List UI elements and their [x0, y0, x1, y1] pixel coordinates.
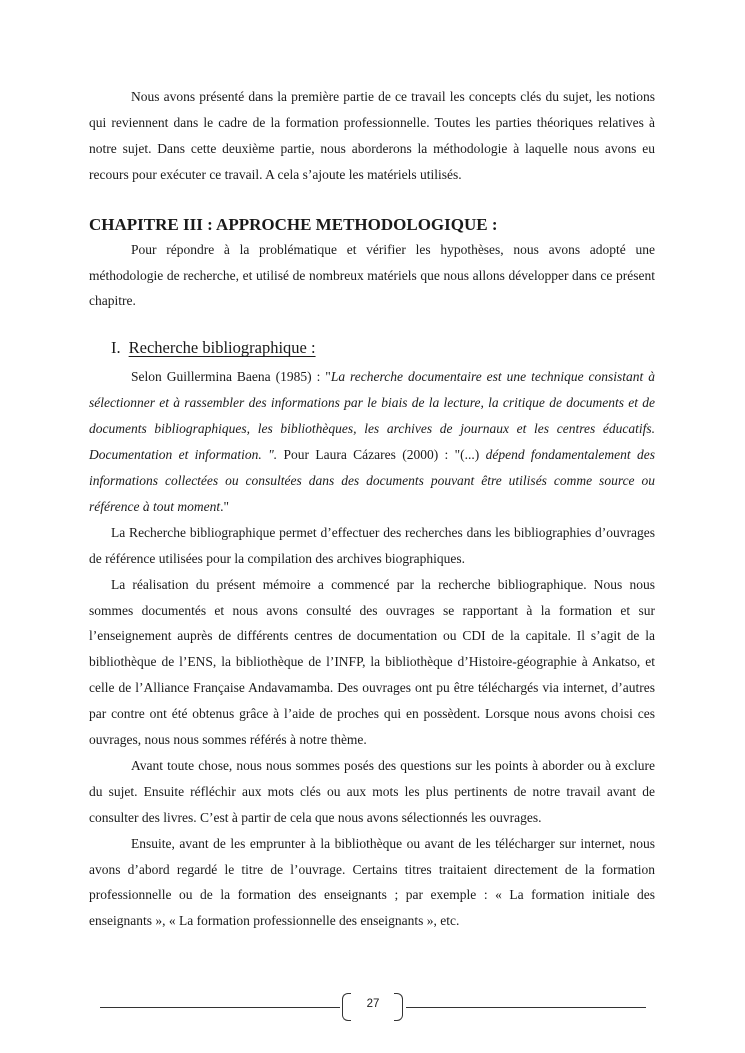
quote-lead: Selon Guillermina Baena (1985) : ": [131, 369, 331, 385]
quote-end: .": [220, 498, 229, 514]
page-footer: [100, 993, 646, 1021]
paragraph-definition: La Recherche bibliographique permet d’effectuer des recherches dans les bibliographies d’ouvrages de référence utilisées pour la compilation des archives biographiques.: [89, 524, 655, 566]
chapter-title: CHAPITRE III : APPROCHE METHODOLOGIQUE :: [89, 214, 498, 234]
page-number: 27: [366, 998, 380, 1010]
quote-paragraph: [89, 364, 655, 519]
paragraph-selection: Ensuite, avant de les emprunter à la bibliothèque ou avant de les télécharger sur internet, nous avons d’abord regardé le titre de l’ouvrage. Certains titres traitaient directement de la formation professionnelle ou de la formation des enseignants ; par exemple : « La formation initiale des enseignants », « La formation professionnelle des enseignants », etc.: [89, 835, 655, 929]
footer-bracket-left: [342, 993, 351, 1021]
section-heading: [111, 336, 655, 360]
quote-italic-cazares: dépend fondamentalement des informations collectées ou consultées dans des documents pouvant être utilisés comme source ou référence à tout moment: [89, 447, 655, 514]
chapter-intro-paragraph: Pour répondre à la problématique et vérifier les hypothèses, nous avons adopté une méthodologie de recherche, et utilisé de nombreux matériels que nous allons développer dans ce présent chapitre.: [89, 241, 655, 309]
intro-paragraph: Nous avons présenté dans la première partie de ce travail les concepts clés du sujet, les notions qui reviennent dans le cadre de la formation professionnelle. Toutes les parties théoriques relatives à notre sujet. Dans cette deuxième partie, nous aborderons la méthodologie à laquelle nous avons eu recours pour exécuter ce travail. A cela s’ajoute les matériels utilisés.: [89, 89, 655, 182]
footer-rule-left: [100, 1007, 340, 1008]
quote-italic-baena: La recherche documentaire est une technique consistant à sélectionner et à rassembler des informations par le biais de la lecture, la critique de documents et de documents bibliographiques, les bibliothèques, les archives de journaux et les centres éducatifs. Documentation et information. ".: [89, 369, 656, 463]
footer-bracket-right: [394, 993, 403, 1021]
section-title: Recherche bibliographique :: [128, 338, 316, 358]
section-number: I.: [111, 338, 121, 358]
document-page: [89, 84, 655, 934]
quote-mid: Pour Laura Cázares (2000) : "(...): [277, 447, 486, 463]
paragraph-realisation: La réalisation du présent mémoire a commencé par la recherche bibliographique. Nous nous sommes documentés et nous avons consulté des ouvrages se rapportant à la formation et sur l’enseignement auprès de différents centres de documentation ou CDI de la capitale. Il s’agit de la bibliothèque de l’ENS, la bibliothèque de l’INFP, la bibliothèque d’Histoire-géographie à Ankatso, et celle de l’Alliance Française Andavamamba. Des ouvrages ont pu être téléchargés via internet, d’autres par contre ont été obtenus grâce à l’aide de proches qui en possèdent. Lorsque nous avons choisi ces ouvrages, nous nous sommes référés à notre thème.: [89, 576, 655, 748]
footer-rule-right: [406, 1007, 646, 1008]
paragraph-questions: Avant toute chose, nous nous sommes posés des questions sur les points à aborder ou à exclure du sujet. Ensuite réfléchir aux mots clés ou aux mots les plus pertinents de notre travail avant de consulter des livres. C’est à partir de cela que nous avons sélectionnés les ouvrages.: [89, 757, 655, 825]
